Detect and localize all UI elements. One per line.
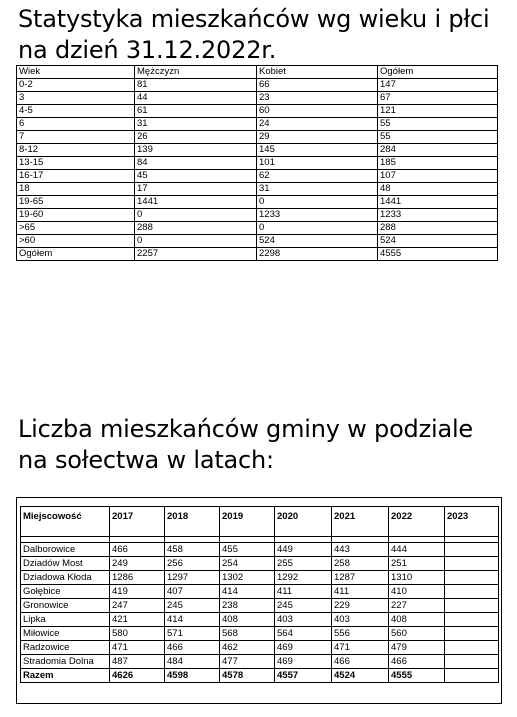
village-name-cell: Dalborowice	[21, 543, 110, 557]
population-cell: 568	[220, 627, 275, 641]
population-cell: 462	[220, 641, 275, 655]
table-cell: 107	[378, 170, 498, 183]
population-cell: 466	[332, 655, 389, 669]
table-cell: 1441	[378, 196, 498, 209]
table-row	[21, 543, 499, 557]
table-cell: 81	[135, 79, 257, 92]
population-cell: 414	[220, 585, 275, 599]
population-cell: 443	[332, 543, 389, 557]
table-cell: 2257	[135, 248, 257, 261]
table-cell: 19-65	[17, 196, 135, 209]
total-cell: 4524	[332, 669, 389, 683]
population-cell: 1297	[165, 571, 220, 585]
population-cell: 580	[110, 627, 165, 641]
table-cell: 19-60	[17, 209, 135, 222]
column-header: Wiek	[17, 66, 135, 79]
table-cell: 26	[135, 131, 257, 144]
total-cell: Razem	[21, 669, 110, 683]
table-cell: 23	[257, 92, 378, 105]
table-row	[17, 79, 498, 92]
village-name-cell: Gronowice	[21, 599, 110, 613]
table-cell: >60	[17, 235, 135, 248]
table-row	[21, 585, 499, 599]
table-header-row	[17, 66, 498, 79]
population-cell: 466	[165, 641, 220, 655]
table-cell: 121	[378, 105, 498, 118]
table-cell: 44	[135, 92, 257, 105]
table-row	[21, 599, 499, 613]
table-row	[17, 144, 498, 157]
population-cell: 411	[275, 585, 332, 599]
table-row	[17, 170, 498, 183]
column-header: Ogółem	[378, 66, 498, 79]
table-row	[21, 613, 499, 627]
table-cell: 288	[378, 222, 498, 235]
table-cell: 16-17	[17, 170, 135, 183]
column-header: 2019	[220, 507, 275, 537]
population-cell: 564	[275, 627, 332, 641]
column-header: 2017	[110, 507, 165, 537]
table-row	[21, 557, 499, 571]
table-cell: 17	[135, 183, 257, 196]
population-cell: 466	[389, 655, 445, 669]
population-cell: 403	[275, 613, 332, 627]
table-row	[21, 655, 499, 669]
population-cell: 251	[389, 557, 445, 571]
table-row	[17, 196, 498, 209]
population-cell: 466	[110, 543, 165, 557]
table-cell: 1233	[257, 209, 378, 222]
table-cell: 185	[378, 157, 498, 170]
population-cell: 238	[220, 599, 275, 613]
population-cell: 449	[275, 543, 332, 557]
table-cell: 288	[135, 222, 257, 235]
table-cell: 4555	[378, 248, 498, 261]
table-row	[17, 118, 498, 131]
table-cell: 29	[257, 131, 378, 144]
table-cell: 147	[378, 79, 498, 92]
village-population-table	[20, 506, 499, 683]
total-row	[21, 669, 499, 683]
column-header: Kobiet	[257, 66, 378, 79]
population-cell: 245	[275, 599, 332, 613]
total-cell: 4626	[110, 669, 165, 683]
village-name-cell: Miłowice	[21, 627, 110, 641]
village-name-cell: Gołębice	[21, 585, 110, 599]
population-cell: 258	[332, 557, 389, 571]
population-cell: 469	[275, 641, 332, 655]
village-population-heading: Liczba mieszkańców gminy w podziale na sołectwa w latach:	[18, 415, 473, 474]
population-cell	[445, 641, 499, 655]
total-cell: 4557	[275, 669, 332, 683]
population-cell	[445, 655, 499, 669]
population-cell: 247	[110, 599, 165, 613]
table-cell: 284	[378, 144, 498, 157]
population-cell: 249	[110, 557, 165, 571]
column-header: 2023	[445, 507, 499, 537]
population-cell: 471	[332, 641, 389, 655]
population-cell: 458	[165, 543, 220, 557]
column-header: 2020	[275, 507, 332, 537]
table-cell: 4-5	[17, 105, 135, 118]
population-cell	[445, 557, 499, 571]
total-cell	[445, 669, 499, 683]
population-cell: 1286	[110, 571, 165, 585]
population-cell: 245	[165, 599, 220, 613]
table-cell: 13-15	[17, 157, 135, 170]
population-cell: 410	[389, 585, 445, 599]
population-cell: 408	[220, 613, 275, 627]
table-row	[21, 627, 499, 641]
table-cell: Ogółem	[17, 248, 135, 261]
population-cell: 421	[110, 613, 165, 627]
population-cell: 403	[332, 613, 389, 627]
table-cell: 7	[17, 131, 135, 144]
population-cell	[445, 543, 499, 557]
table-cell: 145	[257, 144, 378, 157]
table-row	[17, 105, 498, 118]
population-cell: 484	[165, 655, 220, 669]
population-cell: 560	[389, 627, 445, 641]
table-cell: 101	[257, 157, 378, 170]
table-cell: 139	[135, 144, 257, 157]
population-cell: 444	[389, 543, 445, 557]
table-cell: 24	[257, 118, 378, 131]
population-cell: 477	[220, 655, 275, 669]
age-gender-table	[16, 65, 498, 261]
population-cell: 419	[110, 585, 165, 599]
table-cell: 55	[378, 118, 498, 131]
population-cell: 256	[165, 557, 220, 571]
village-name-cell: Dziadów Most	[21, 557, 110, 571]
table-cell: 48	[378, 183, 498, 196]
village-name-cell: Stradomia Dolna	[21, 655, 110, 669]
table-cell: 60	[257, 105, 378, 118]
table-cell: 1233	[378, 209, 498, 222]
table-row	[17, 92, 498, 105]
population-cell: 469	[275, 655, 332, 669]
table-cell: 31	[135, 118, 257, 131]
table-row	[21, 641, 499, 655]
column-header: 2022	[389, 507, 445, 537]
table-row	[21, 571, 499, 585]
population-cell	[445, 613, 499, 627]
table-cell: 2298	[257, 248, 378, 261]
population-cell: 407	[165, 585, 220, 599]
table-cell: 524	[378, 235, 498, 248]
table-row	[17, 248, 498, 261]
village-population-frame	[16, 497, 502, 704]
population-cell: 254	[220, 557, 275, 571]
population-cell: 1292	[275, 571, 332, 585]
population-cell	[445, 571, 499, 585]
table-cell: 61	[135, 105, 257, 118]
population-cell	[445, 585, 499, 599]
table-cell: 31	[257, 183, 378, 196]
table-cell: >65	[17, 222, 135, 235]
table-cell: 62	[257, 170, 378, 183]
table-row	[17, 157, 498, 170]
table-cell: 66	[257, 79, 378, 92]
population-cell: 1310	[389, 571, 445, 585]
population-cell: 455	[220, 543, 275, 557]
table-cell: 18	[17, 183, 135, 196]
population-cell	[445, 599, 499, 613]
table-cell: 0	[257, 196, 378, 209]
village-name-cell: Dziadowa Kłoda	[21, 571, 110, 585]
population-cell: 227	[389, 599, 445, 613]
table-row	[17, 183, 498, 196]
table-cell: 45	[135, 170, 257, 183]
column-header: 2021	[332, 507, 389, 537]
population-cell: 411	[332, 585, 389, 599]
population-cell	[445, 627, 499, 641]
table-cell: 524	[257, 235, 378, 248]
population-cell: 556	[332, 627, 389, 641]
table-cell: 3	[17, 92, 135, 105]
column-header: Mężczyzn	[135, 66, 257, 79]
table-cell: 6	[17, 118, 135, 131]
table-row	[17, 209, 498, 222]
village-name-cell: Lipka	[21, 613, 110, 627]
population-cell: 487	[110, 655, 165, 669]
table-cell: 0	[135, 235, 257, 248]
table-cell: 0-2	[17, 79, 135, 92]
table-cell: 0	[257, 222, 378, 235]
table-row	[17, 235, 498, 248]
population-cell: 414	[165, 613, 220, 627]
total-cell: 4555	[389, 669, 445, 683]
column-header: Miejscowość	[21, 507, 110, 537]
population-cell: 571	[165, 627, 220, 641]
population-cell: 471	[110, 641, 165, 655]
column-header: 2018	[165, 507, 220, 537]
table-row	[17, 222, 498, 235]
population-cell: 408	[389, 613, 445, 627]
table-cell: 67	[378, 92, 498, 105]
total-cell: 4578	[220, 669, 275, 683]
table-cell: 84	[135, 157, 257, 170]
total-cell: 4598	[165, 669, 220, 683]
table-header-row	[21, 507, 499, 537]
table-cell: 55	[378, 131, 498, 144]
population-cell: 229	[332, 599, 389, 613]
table-row	[17, 131, 498, 144]
village-name-cell: Radzowice	[21, 641, 110, 655]
table-cell: 1441	[135, 196, 257, 209]
table-cell: 0	[135, 209, 257, 222]
population-cell: 1287	[332, 571, 389, 585]
table-cell: 8-12	[17, 144, 135, 157]
population-cell: 479	[389, 641, 445, 655]
population-cell: 255	[275, 557, 332, 571]
population-cell: 1302	[220, 571, 275, 585]
age-gender-heading: Statystyka mieszkańców wg wieku i płci na dzień 31.12.2022r.	[18, 5, 490, 64]
